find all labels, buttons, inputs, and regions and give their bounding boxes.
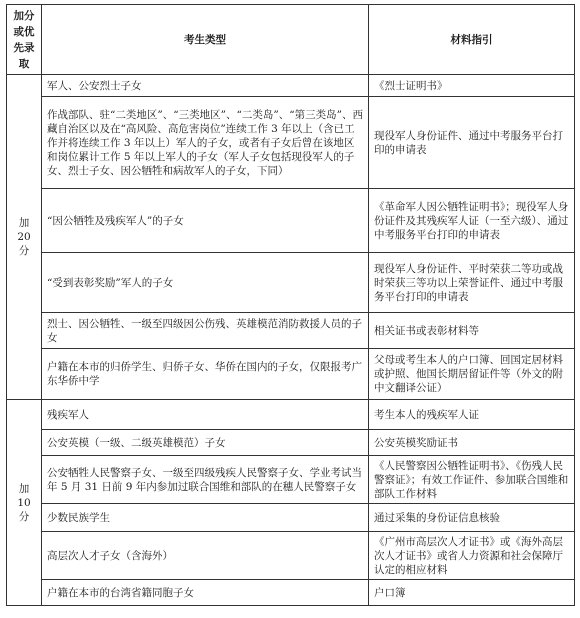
- table-row: [7, 75, 575, 97]
- category-label-line: 加 20: [17, 217, 31, 243]
- header-category-line: 取: [18, 57, 30, 70]
- type-cell: 高层次人才子女（含海外）: [42, 532, 369, 580]
- material-cell: 公安英模奖励证书: [369, 430, 575, 456]
- material-cell: 户口簿: [369, 580, 575, 606]
- material-cell: 《烈士证明书》: [369, 75, 575, 97]
- type-cell: 残疾军人: [42, 400, 369, 430]
- table-row: [7, 580, 575, 606]
- table-row: [7, 313, 575, 349]
- header-category: [7, 5, 42, 75]
- material-cell: 相关证书或表彰材料等: [369, 313, 575, 349]
- category-label-line: 分: [18, 510, 30, 523]
- bonus-points-table: [6, 4, 575, 606]
- header-category-line: 加分: [13, 9, 35, 22]
- type-cell: 烈士、因公牺牲、一级至四级因公伤残、英雄模范消防救援人员的子女: [42, 313, 369, 349]
- material-cell: 《广州市高层次人才证书》或《海外高层次人才证书》或省人力资源和社会保障厅认定的相应材料: [369, 532, 575, 580]
- category-label-line: 加 10: [17, 482, 40, 509]
- table-row: [7, 400, 575, 430]
- header-type: 考生类型: [42, 5, 369, 75]
- category-label-line: 分: [18, 245, 30, 257]
- type-cell: 作战部队、驻“二类地区”、“三类地区”、“二类岛”、“第三类岛”、西藏自治区以及在“高风险、高危害岗位”连续工作 3 年以上（含已工作并将连续工作 3 年以上）军人的子女，或者有子女后曾在该地区和岗位累计工作 5 年以上军人的子女（军人子女包括现役军人的子女、烈士子女、因公牺牲和病故军人的子女，下同）: [42, 97, 369, 189]
- material-cell: 《革命军人因公牺牲证明书》；现役军人身份证件及其残疾军人证（一至六级）、通过中考服务平台打印的申请表: [369, 189, 575, 253]
- material-cell: 《人民警察因公牺牲证明书》、《伤残人民警察证》；有效工作证件、参加联合国维和部队工作材料: [369, 456, 575, 504]
- category-plus-20: [7, 75, 42, 400]
- type-cell: 公安牺牲人民警察子女、一级至四级残疾人民警察子女、学业考试当年 5 月 31 日前 9 年内参加过联合国维和部队的在穗人民警察子女: [42, 456, 369, 504]
- material-cell: 现役军人身份证件、平时荣获二等功或战时荣获三等功以上荣誉证件、通过中考服务平台打印的申请表: [369, 253, 575, 313]
- type-cell: 少数民族学生: [42, 504, 369, 532]
- header-material: 材料指引: [369, 5, 575, 75]
- table-row: [7, 430, 575, 456]
- material-cell: 考生本人的残疾军人证: [369, 400, 575, 430]
- type-cell: “因公牺牲及残疾军人”的子女: [42, 189, 369, 253]
- table-header-row: [7, 5, 575, 75]
- type-cell: 军人、公安烈士子女: [42, 75, 369, 97]
- material-cell: 父母或考生本人的户口簿、回国定居材料或护照、他国长期居留证件等（外文的附中文翻译公证）: [369, 349, 575, 400]
- material-cell: 现役军人身份证件、通过中考服务平台打印的申请表: [369, 97, 575, 189]
- table-row: [7, 189, 575, 253]
- category-plus-10: [7, 400, 42, 606]
- type-cell: “受到表彰奖励”军人的子女: [42, 253, 369, 313]
- type-cell: 户籍在本市的归侨学生、归侨子女、华侨在国内的子女，仅限报考广东华侨中学: [42, 349, 369, 400]
- material-cell: 通过采集的身份证信息核验: [369, 504, 575, 532]
- table-row: [7, 456, 575, 504]
- header-category-line: 或优: [13, 25, 35, 38]
- table-row: [7, 97, 575, 189]
- header-category-line: 先录: [13, 41, 35, 54]
- type-cell: 户籍在本市的台湾省籍同胞子女: [42, 580, 369, 606]
- table-row: [7, 349, 575, 400]
- table-row: [7, 504, 575, 532]
- table-row: [7, 253, 575, 313]
- table-row: [7, 532, 575, 580]
- type-cell: 公安英模（一级、二级英雄模范）子女: [42, 430, 369, 456]
